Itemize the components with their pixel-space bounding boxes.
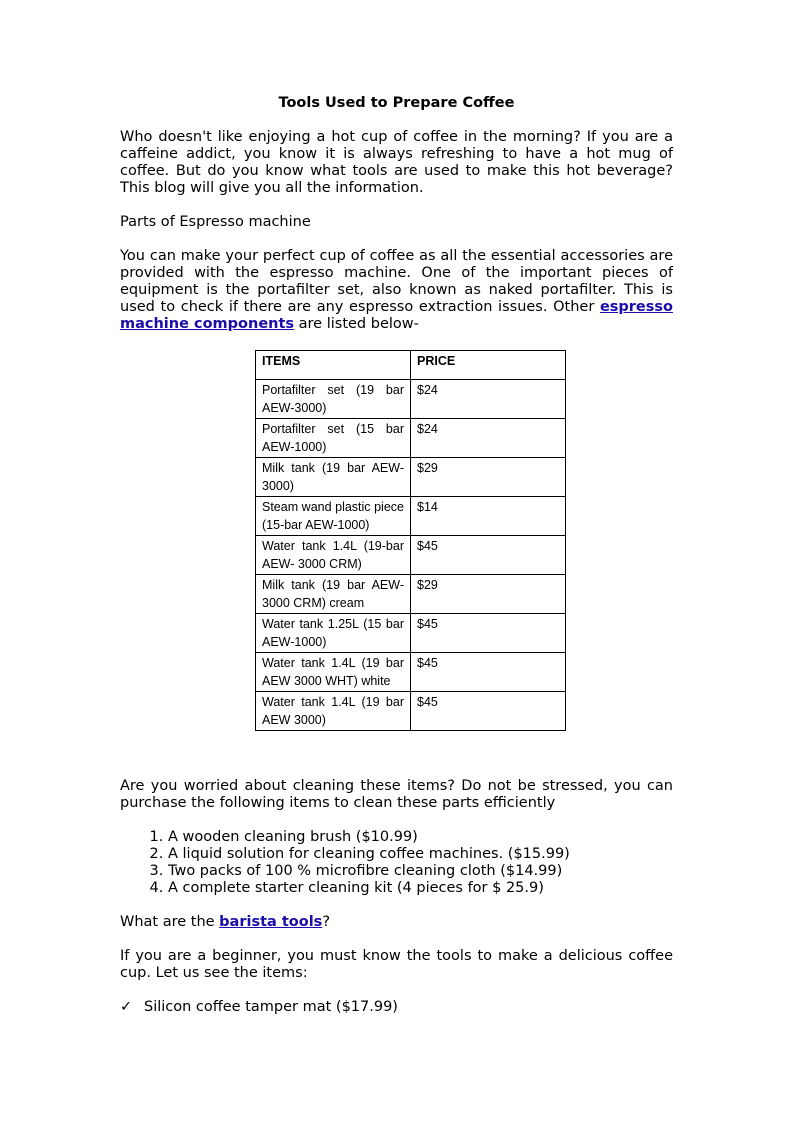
table-row (256, 653, 566, 692)
table-cell-item: Water tank 1.4L (19-bar AEW- 3000 CRM) (256, 536, 411, 575)
checkmark-icon: ✓ (120, 999, 133, 1015)
cleaning-paragraph: Are you worried about cleaning these items? Do not be stressed, you can purchase the following items to clean these parts efficiently (120, 778, 673, 811)
espresso-text-before: You can make your perfect cup of coffee as all the essential accessories are provided with the espresso machine. One of the important pieces of equipment is the portafilter set, also known as naked portafilter. This is used to check if there are any espresso extraction issues. Other (120, 248, 673, 315)
barista-heading (120, 914, 673, 931)
espresso-components-link[interactable]: espresso machine components (120, 299, 673, 332)
table-cell-item: Milk tank (19 bar AEW-3000 CRM) cream (256, 575, 411, 614)
table-cell-price: $14 (411, 497, 566, 536)
table-cell-price: $24 (411, 419, 566, 458)
barista-tools-link[interactable]: barista tools (219, 914, 323, 930)
table-cell-item: Water tank 1.4L (19 bar AEW 3000 WHT) white (256, 653, 411, 692)
table-cell-price: $45 (411, 692, 566, 731)
table-header-price: PRICE (411, 351, 566, 380)
table-cell-price: $29 (411, 458, 566, 497)
table-cell-item: Water tank 1.25L (15 bar AEW-1000) (256, 614, 411, 653)
table-cell-item: Milk tank (19 bar AEW-3000) (256, 458, 411, 497)
table-row (256, 380, 566, 419)
table-row (256, 614, 566, 653)
espresso-parts-paragraph (120, 248, 673, 333)
table-cell-item: Portafilter set (15 bar AEW-1000) (256, 419, 411, 458)
table-row (256, 692, 566, 731)
table-row (256, 536, 566, 575)
table-cell-price: $45 (411, 653, 566, 692)
table-header-items: ITEMS (256, 351, 411, 380)
table-cell-price: $29 (411, 575, 566, 614)
espresso-components-table (255, 350, 566, 731)
table-cell-price: $24 (411, 380, 566, 419)
table-row (256, 458, 566, 497)
table-row (256, 419, 566, 458)
table-row (256, 575, 566, 614)
checklist-item (120, 999, 673, 1016)
document-page (120, 95, 673, 1016)
barista-text-after: ? (322, 914, 331, 930)
table-cell-item: Portafilter set (19 bar AEW-3000) (256, 380, 411, 419)
list-item: 3. Two packs of 100 % microfibre cleaning cloth ($14.99) (168, 863, 673, 880)
cleaning-items-list (120, 829, 673, 897)
table-cell-price: $45 (411, 614, 566, 653)
list-item: 1. A wooden cleaning brush ($10.99) (168, 829, 673, 846)
checklist-item-label: Silicon coffee tamper mat ($17.99) (144, 999, 398, 1015)
table-row (256, 497, 566, 536)
table-cell-item: Water tank 1.4L (19 bar AEW 3000) (256, 692, 411, 731)
table-cell-price: $45 (411, 536, 566, 575)
table-header-row (256, 351, 566, 380)
table-cell-item: Steam wand plastic piece (15-bar AEW-1000) (256, 497, 411, 536)
document-title: Tools Used to Prepare Coffee (278, 95, 515, 111)
beginner-paragraph: If you are a beginner, you must know the tools to make a delicious coffee cup. Let us see the items: (120, 948, 673, 981)
espresso-text-after: are listed below- (294, 316, 419, 332)
list-item: 2. A liquid solution for cleaning coffee machines. ($15.99) (168, 846, 673, 863)
section-heading-espresso-parts: Parts of Espresso machine (120, 214, 311, 230)
list-item: 4. A complete starter cleaning kit (4 pieces for $ 25.9) (168, 880, 673, 897)
barista-text-before: What are the (120, 914, 220, 930)
intro-paragraph: Who doesn't like enjoying a hot cup of coffee in the morning? If you are a caffeine addict, you know it is always refreshing to have a hot mug of coffee. But do you know what tools are used to make this hot beverage? This blog will give you all the information. (120, 129, 673, 196)
